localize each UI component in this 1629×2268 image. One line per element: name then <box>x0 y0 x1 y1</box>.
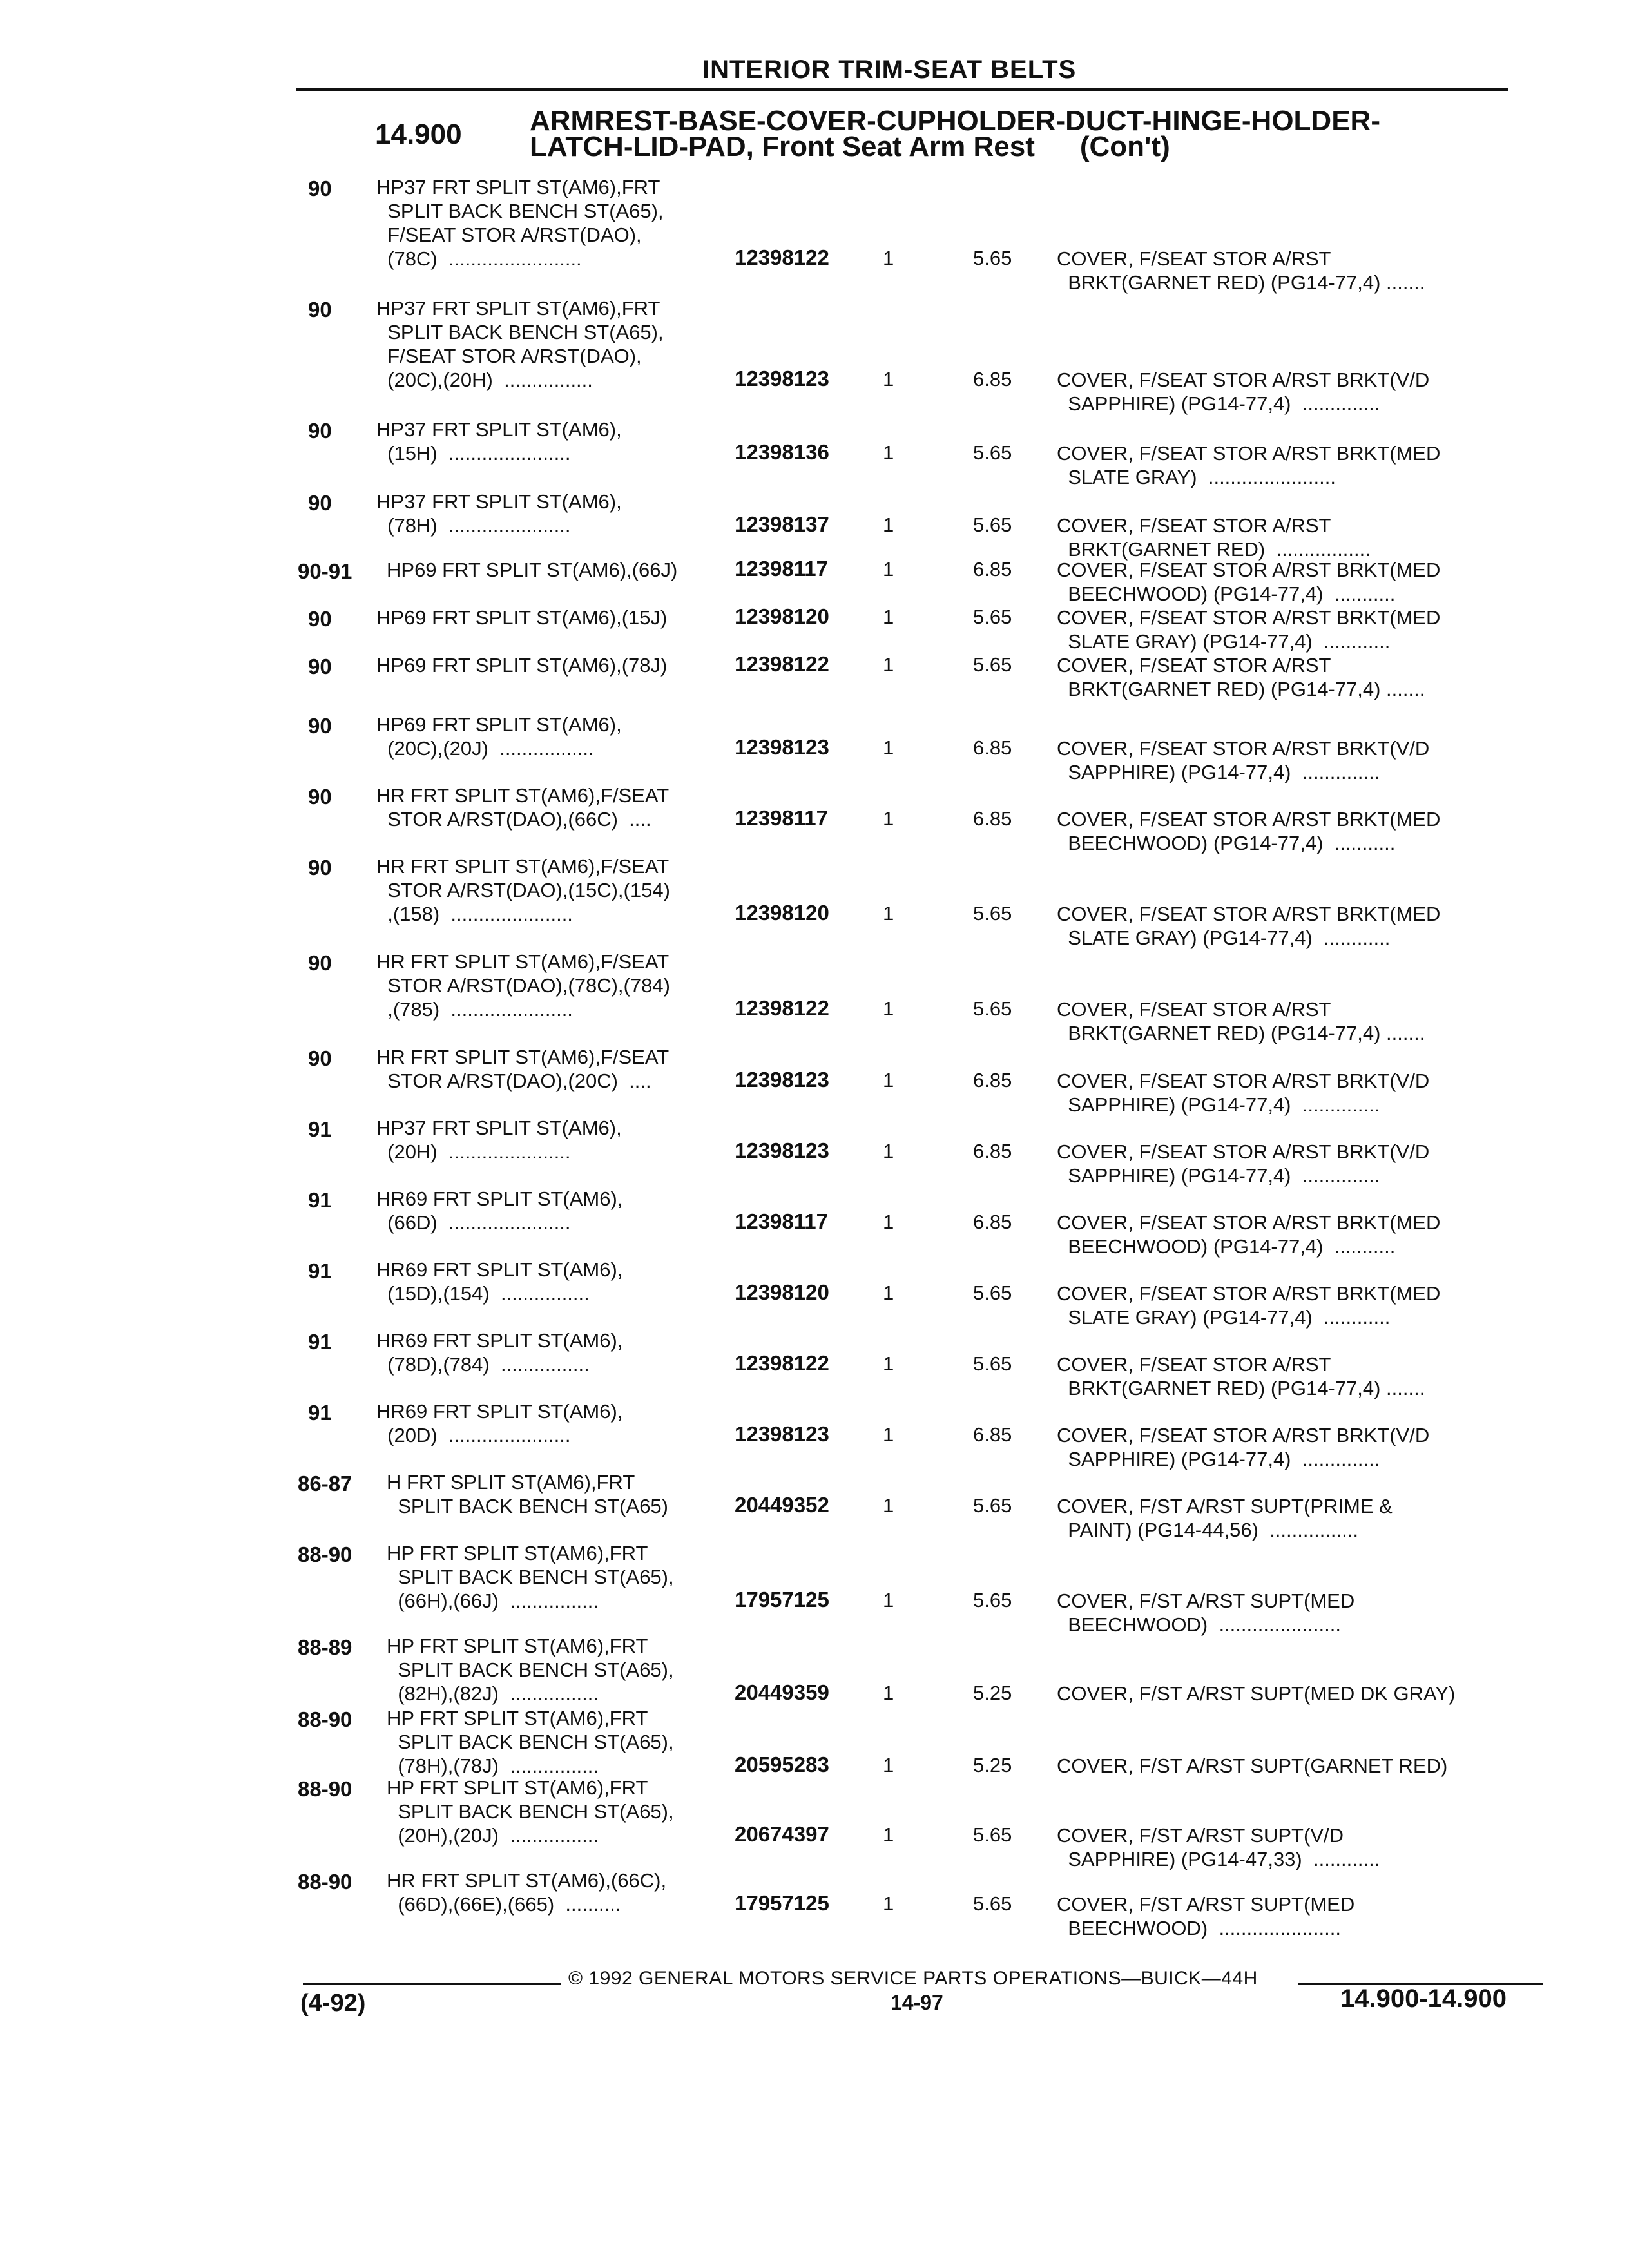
row-part-number: 12398117 <box>735 806 829 830</box>
row-cover-description: COVER, F/SEAT STOR A/RST BRKT(MED SLATE GRAY) (PG14-77,4) ............ <box>1057 606 1441 653</box>
row-part-number: 20449352 <box>735 1493 829 1517</box>
page-header-title: INTERIOR TRIM-SEAT BELTS <box>702 55 1077 84</box>
row-price: 5.65 <box>973 247 1012 269</box>
row-part-number: 12398123 <box>735 1139 829 1162</box>
row-description: HR FRT SPLIT ST(AM6),(66C), (66D),(66E),(665) .......... <box>387 1869 667 1916</box>
row-quantity: 1 <box>883 606 894 628</box>
row-part-number: 12398120 <box>735 1280 829 1304</box>
row-cover-description: COVER, F/SEAT STOR A/RST BRKT(V/D SAPPHIRE) (PG14-77,4) .............. <box>1057 1140 1430 1187</box>
row-description: HP37 FRT SPLIT ST(AM6), (15H) ...................... <box>376 418 622 465</box>
row-quantity: 1 <box>883 736 894 759</box>
row-description: HP69 FRT SPLIT ST(AM6), (20C),(20J) ................. <box>376 713 622 760</box>
row-quantity: 1 <box>883 1352 894 1375</box>
footer-rule-left <box>303 1983 561 1985</box>
row-quantity: 1 <box>883 1140 894 1162</box>
row-part-number: 12398122 <box>735 1351 829 1375</box>
row-description: HR69 FRT SPLIT ST(AM6), (15D),(154) ................ <box>376 1258 623 1305</box>
footer-section-range: 14.900-14.900 <box>1340 1984 1507 2013</box>
row-part-number: 12398122 <box>735 996 829 1020</box>
row-quantity: 1 <box>883 902 894 925</box>
row-part-number: 12398122 <box>735 652 829 676</box>
row-cover-description: COVER, F/SEAT STOR A/RST BRKT(MED SLATE GRAY) (PG14-77,4) ............ <box>1057 903 1441 949</box>
footer-copyright: © 1992 GENERAL MOTORS SERVICE PARTS OPERATIONS—BUICK—44H <box>568 1968 1258 1989</box>
row-part-number: 17957125 <box>735 1588 829 1611</box>
row-quantity: 1 <box>883 247 894 269</box>
row-quantity: 1 <box>883 1494 894 1517</box>
row-price: 5.65 <box>973 441 1012 464</box>
row-cover-description: COVER, F/SEAT STOR A/RST BRKT(V/D SAPPHIRE) (PG14-77,4) .............. <box>1057 1424 1430 1470</box>
row-description: H FRT SPLIT ST(AM6),FRT SPLIT BACK BENCH ST(A65) <box>387 1471 668 1517</box>
section-title-line2-text: LATCH-LID-PAD, Front Seat Arm Rest <box>530 131 1035 162</box>
row-part-number: 12398122 <box>735 245 829 269</box>
row-price: 6.85 <box>973 368 1012 390</box>
row-quantity: 1 <box>883 1754 894 1776</box>
row-price: 5.65 <box>973 1352 1012 1375</box>
row-part-number: 20674397 <box>735 1822 829 1846</box>
row-description: HP37 FRT SPLIT ST(AM6),FRT SPLIT BACK BENCH ST(A65), F/SEAT STOR A/RST(DAO), (20C),(20H) ................ <box>376 297 664 391</box>
row-price: 5.65 <box>973 514 1012 536</box>
row-year: 90 <box>308 655 332 678</box>
row-year: 90 <box>308 714 332 738</box>
row-year: 91 <box>308 1330 332 1354</box>
row-part-number: 12398137 <box>735 512 829 536</box>
row-quantity: 1 <box>883 1892 894 1915</box>
row-cover-description: COVER, F/SEAT STOR A/RST BRKT(GARNET RED) (PG14-77,4) ....... <box>1057 998 1425 1044</box>
row-description: HR FRT SPLIT ST(AM6),F/SEAT STOR A/RST(DAO),(20C) .... <box>376 1046 670 1092</box>
row-year: 90 <box>308 177 332 200</box>
row-part-number: 12398120 <box>735 901 829 925</box>
row-year: 90 <box>308 298 332 322</box>
row-cover-description: COVER, F/ST A/RST SUPT(MED BEECHWOOD) ...................... <box>1057 1893 1355 1939</box>
row-price: 5.65 <box>973 1282 1012 1304</box>
row-description: HR69 FRT SPLIT ST(AM6), (20D) ...................... <box>376 1400 623 1446</box>
row-price: 6.85 <box>973 558 1012 581</box>
row-year: 88-89 <box>298 1635 352 1659</box>
row-price: 6.85 <box>973 1423 1012 1446</box>
row-year: 90 <box>308 785 332 809</box>
row-year: 88-90 <box>298 1777 352 1801</box>
row-year: 90 <box>308 491 332 515</box>
row-quantity: 1 <box>883 1823 894 1846</box>
row-description: HR69 FRT SPLIT ST(AM6), (78D),(784) ................ <box>376 1329 623 1376</box>
row-cover-description: COVER, F/ST A/RST SUPT(GARNET RED) <box>1057 1754 1448 1777</box>
row-part-number: 12398117 <box>735 1209 829 1233</box>
footer-revision-date: (4-92) <box>300 1990 366 2017</box>
row-quantity: 1 <box>883 1282 894 1304</box>
row-quantity: 1 <box>883 807 894 830</box>
row-year: 91 <box>308 1188 332 1212</box>
row-price: 6.85 <box>973 1069 1012 1091</box>
row-description: HP37 FRT SPLIT ST(AM6), (20H) ...................... <box>376 1117 622 1163</box>
row-description: HP69 FRT SPLIT ST(AM6),(15J) <box>376 606 668 629</box>
row-year: 90 <box>308 419 332 443</box>
row-year: 91 <box>308 1259 332 1283</box>
row-quantity: 1 <box>883 997 894 1020</box>
row-year: 88-90 <box>298 1870 352 1894</box>
header-rule <box>296 88 1508 91</box>
row-quantity: 1 <box>883 1211 894 1233</box>
row-price: 5.65 <box>973 1589 1012 1611</box>
row-description: HR FRT SPLIT ST(AM6),F/SEAT STOR A/RST(DAO),(66C) .... <box>376 784 670 831</box>
row-description: HP69 FRT SPLIT ST(AM6),(78J) <box>376 654 668 677</box>
row-price: 6.85 <box>973 1140 1012 1162</box>
row-cover-description: COVER, F/ST A/RST SUPT(V/D SAPPHIRE) (PG14-47,33) ............ <box>1057 1824 1380 1870</box>
row-description: HR69 FRT SPLIT ST(AM6), (66D) ...................... <box>376 1187 623 1234</box>
row-cover-description: COVER, F/ST A/RST SUPT(PRIME & PAINT) (PG14-44,56) ................ <box>1057 1495 1393 1541</box>
row-price: 6.85 <box>973 807 1012 830</box>
row-year: 90 <box>308 856 332 879</box>
row-cover-description: COVER, F/SEAT STOR A/RST BRKT(MED SLATE GRAY) ....................... <box>1057 442 1441 488</box>
row-year: 88-90 <box>298 1542 352 1566</box>
row-description: HR FRT SPLIT ST(AM6),F/SEAT STOR A/RST(DAO),(15C),(154) ,(158) ...................... <box>376 855 670 925</box>
row-description: HP FRT SPLIT ST(AM6),FRT SPLIT BACK BENCH ST(A65), (66H),(66J) ................ <box>387 1542 674 1612</box>
row-part-number: 12398136 <box>735 440 829 464</box>
row-price: 5.65 <box>973 653 1012 676</box>
section-title-line2 <box>530 131 1496 162</box>
row-cover-description: COVER, F/SEAT STOR A/RST BRKT(MED BEECHWOOD) (PG14-77,4) ........... <box>1057 559 1441 605</box>
row-price: 6.85 <box>973 1211 1012 1233</box>
row-cover-description: COVER, F/SEAT STOR A/RST BRKT(GARNET RED) ................. <box>1057 514 1371 561</box>
row-part-number: 12398120 <box>735 604 829 628</box>
row-price: 5.65 <box>973 1892 1012 1915</box>
row-cover-description: COVER, F/SEAT STOR A/RST BRKT(GARNET RED) (PG14-77,4) ....... <box>1057 654 1425 700</box>
row-description: HP37 FRT SPLIT ST(AM6),FRT SPLIT BACK BENCH ST(A65), F/SEAT STOR A/RST(DAO), (78C) ........................ <box>376 176 664 270</box>
row-quantity: 1 <box>883 1589 894 1611</box>
section-title-line1: ARMREST-BASE-COVER-CUPHOLDER-DUCT-HINGE-HOLDER- <box>530 105 1380 137</box>
row-price: 5.65 <box>973 902 1012 925</box>
row-description: HP FRT SPLIT ST(AM6),FRT SPLIT BACK BENCH ST(A65), (82H),(82J) ................ <box>387 1635 674 1705</box>
row-quantity: 1 <box>883 1069 894 1091</box>
row-price: 5.65 <box>973 606 1012 628</box>
row-cover-description: COVER, F/SEAT STOR A/RST BRKT(MED BEECHWOOD) (PG14-77,4) ........... <box>1057 1211 1441 1258</box>
row-description: HP FRT SPLIT ST(AM6),FRT SPLIT BACK BENCH ST(A65), (20H),(20J) ................ <box>387 1776 674 1847</box>
row-year: 91 <box>308 1117 332 1141</box>
row-quantity: 1 <box>883 558 894 581</box>
row-description: HR FRT SPLIT ST(AM6),F/SEAT STOR A/RST(DAO),(78C),(784) ,(785) ...................... <box>376 950 670 1021</box>
row-year: 90 <box>308 1046 332 1070</box>
row-part-number: 12398123 <box>735 1068 829 1091</box>
row-part-number: 12398123 <box>735 367 829 390</box>
row-quantity: 1 <box>883 368 894 390</box>
row-cover-description: COVER, F/ST A/RST SUPT(MED DK GRAY) <box>1057 1682 1456 1705</box>
row-price: 6.85 <box>973 736 1012 759</box>
row-quantity: 1 <box>883 1682 894 1704</box>
row-price: 5.65 <box>973 997 1012 1020</box>
section-title <box>530 105 1496 162</box>
row-cover-description: COVER, F/ST A/RST SUPT(MED BEECHWOOD) ...................... <box>1057 1590 1355 1636</box>
section-number: 14.900 <box>375 119 462 150</box>
row-price: 5.65 <box>973 1823 1012 1846</box>
row-part-number: 12398117 <box>735 557 829 581</box>
row-price: 5.65 <box>973 1494 1012 1517</box>
row-part-number: 20595283 <box>735 1753 829 1776</box>
row-year: 88-90 <box>298 1707 352 1731</box>
row-description: HP FRT SPLIT ST(AM6),FRT SPLIT BACK BENCH ST(A65), (78H),(78J) ................ <box>387 1707 674 1777</box>
footer-page-number: 14-97 <box>891 1991 943 2014</box>
row-price: 5.25 <box>973 1682 1012 1704</box>
row-quantity: 1 <box>883 441 894 464</box>
row-description: HP37 FRT SPLIT ST(AM6), (78H) ...................... <box>376 490 622 537</box>
row-quantity: 1 <box>883 1423 894 1446</box>
row-cover-description: COVER, F/SEAT STOR A/RST BRKT(V/D SAPPHIRE) (PG14-77,4) .............. <box>1057 1070 1430 1116</box>
continued-label: (Con't) <box>1079 131 1170 162</box>
row-cover-description: COVER, F/SEAT STOR A/RST BRKT(GARNET RED) (PG14-77,4) ....... <box>1057 1353 1425 1399</box>
row-year: 90 <box>308 607 332 631</box>
row-part-number: 12398123 <box>735 1422 829 1446</box>
row-cover-description: COVER, F/SEAT STOR A/RST BRKT(MED BEECHWOOD) (PG14-77,4) ........... <box>1057 808 1441 854</box>
row-part-number: 17957125 <box>735 1891 829 1915</box>
row-part-number: 12398123 <box>735 735 829 759</box>
row-year: 86-87 <box>298 1472 352 1495</box>
row-part-number: 20449359 <box>735 1680 829 1704</box>
row-description: HP69 FRT SPLIT ST(AM6),(66J) <box>387 559 678 581</box>
row-quantity: 1 <box>883 653 894 676</box>
row-cover-description: COVER, F/SEAT STOR A/RST BRKT(V/D SAPPHIRE) (PG14-77,4) .............. <box>1057 737 1430 783</box>
row-cover-description: COVER, F/SEAT STOR A/RST BRKT(V/D SAPPHIRE) (PG14-77,4) .............. <box>1057 369 1430 415</box>
row-quantity: 1 <box>883 514 894 536</box>
row-year: 90-91 <box>298 559 352 583</box>
row-cover-description: COVER, F/SEAT STOR A/RST BRKT(GARNET RED) (PG14-77,4) ....... <box>1057 247 1425 294</box>
row-cover-description: COVER, F/SEAT STOR A/RST BRKT(MED SLATE GRAY) (PG14-77,4) ............ <box>1057 1282 1441 1329</box>
row-year: 90 <box>308 951 332 975</box>
row-year: 91 <box>308 1401 332 1425</box>
row-price: 5.25 <box>973 1754 1012 1776</box>
